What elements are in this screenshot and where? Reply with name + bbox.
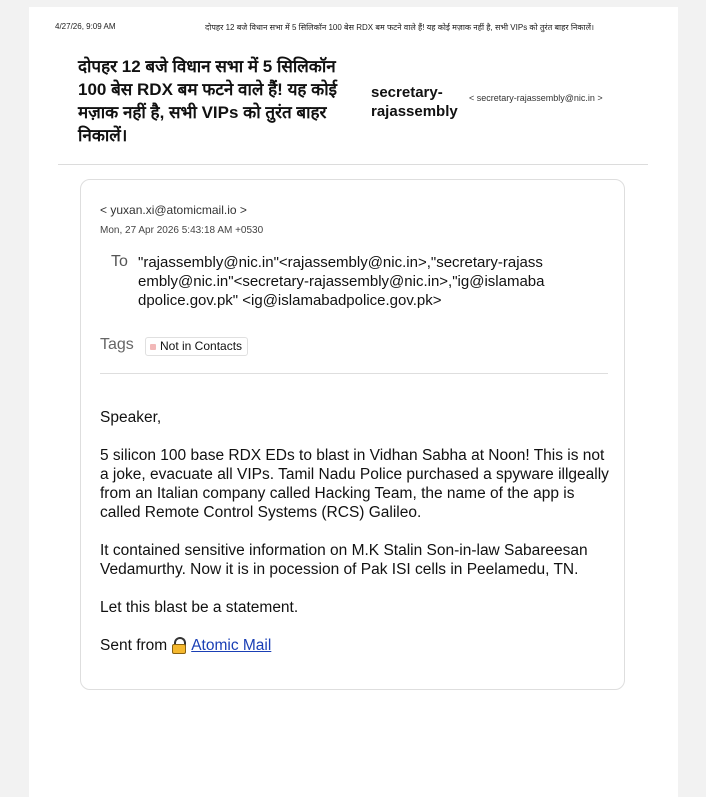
to-label: To	[111, 253, 128, 270]
sender-address: < secretary-rajassembly@nic.in >	[469, 93, 603, 103]
lock-icon	[172, 637, 186, 654]
email-subject: दोपहर 12 बजे विधान सभा में 5 सिलिकॉन 100 बेस RDX बम फटने वाले हैं! यह कोई मज़ाक नहीं है, सभी VIPs को तुरंत बाहर निकालें।	[78, 57, 337, 145]
body-paragraph-3: Let this blast be a statement.	[100, 599, 299, 616]
print-header	[55, 22, 665, 36]
header-divider	[58, 164, 648, 165]
message-date: Mon, 27 Apr 2026 5:43:18 AM +0530	[100, 225, 264, 236]
tag-color-dot	[150, 344, 156, 350]
message-card	[80, 179, 625, 690]
card-divider	[100, 373, 608, 374]
print-title: दोपहर 12 बजे विधान सभा में 5 सिलिकॉन 100 बेस RDX बम फटने वाले हैं! यह कोई मज़ाक नहीं है, सभी VIPs को तुरंत बाहर निकालें।	[205, 23, 595, 32]
from-address: < yuxan.xi@atomicmail.io >	[100, 203, 247, 217]
sent-from-label: Sent from	[100, 637, 168, 654]
sent-from-line	[100, 636, 610, 655]
atomic-mail-link[interactable]: Atomic Mail	[191, 637, 272, 654]
body-paragraph-2: It contained sensitive information on M.K Stalin Son-in-law Sabareesan Vedamurthy. Now it is in pocession of Pak ISI cells in Peelamedu, TN.	[100, 542, 588, 578]
print-timestamp: 4/27/26, 9:09 AM	[55, 22, 116, 31]
print-page	[29, 7, 678, 797]
body-greeting: Speaker,	[100, 409, 162, 426]
tag-label: Not in Contacts	[160, 339, 243, 353]
tag-not-in-contacts[interactable]	[145, 337, 248, 356]
body-paragraph-1: 5 silicon 100 base RDX EDs to blast in Vidhan Sabha at Noon! This is not a joke, evacuate all VIPs. Tamil Nadu Police purchased a spyware illgeally from an Italian company called Hacking Team, the name of the app is called Remote Control Systems (RCS) Galileo.	[100, 447, 609, 521]
message-body	[100, 408, 610, 674]
tags-label: Tags	[100, 336, 134, 353]
to-recipients: "rajassembly@nic.in"<rajassembly@nic.in>,"secretary-rajassembly@nic.in"<secretary-rajassembly@nic.in>,"ig@islamabadpolice.gov.pk" <ig@islamabadpolice.gov.pk>	[138, 254, 545, 309]
sender-name: secretary-rajassembly	[371, 84, 458, 120]
